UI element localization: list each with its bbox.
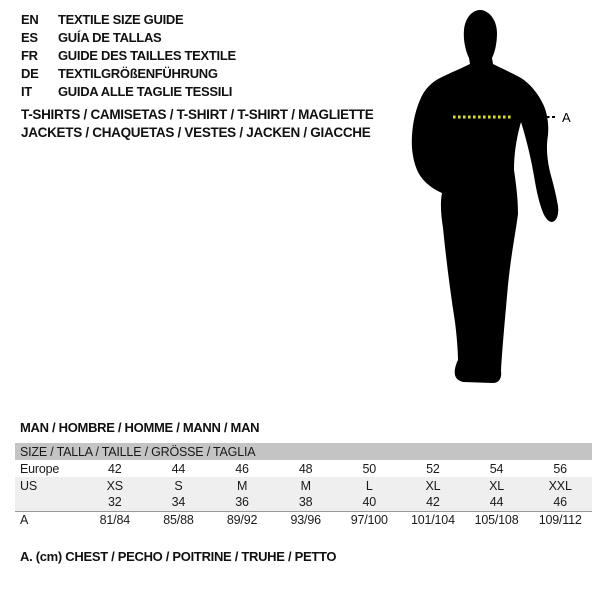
language-row-es: [21, 29, 236, 47]
language-title: GUIDE DES TAILLES TEXTILE: [58, 48, 236, 63]
table-cell: 93/96: [274, 511, 338, 528]
row-label: US: [20, 478, 37, 493]
row-label: A: [15, 511, 83, 528]
row-label: Europe: [20, 461, 60, 476]
language-code: EN: [21, 12, 39, 27]
table-cell: 46: [553, 495, 567, 510]
table-cell: 97/100: [338, 511, 402, 528]
size-table: [15, 443, 592, 528]
language-row-it: [21, 83, 236, 101]
table-cell: 56: [553, 461, 567, 476]
man-silhouette-figure: [400, 0, 600, 400]
table-cell: 50: [362, 461, 377, 476]
size-table-header-row: [15, 443, 592, 460]
row-label: [15, 494, 83, 511]
table-cell: 109/112: [528, 511, 592, 528]
table-cell: 44: [171, 461, 186, 476]
man-silhouette-svg: [400, 0, 600, 400]
table-cell: XL: [425, 478, 441, 493]
section-title-man: MAN / HOMBRE / HOMME / MANN / MAN: [20, 420, 260, 435]
language-title: GUIDA ALLE TAGLIE TESSILI: [58, 84, 233, 99]
table-cell: S: [174, 478, 183, 493]
man-silhouette-shape: [412, 10, 558, 383]
table-cell: XS: [106, 478, 123, 493]
table-cell: 81/84: [83, 511, 147, 528]
category-tshirts: T-SHIRTS / CAMISETAS / T-SHIRT / T-SHIRT / MAGLIETTE: [21, 107, 374, 122]
table-cell: 48: [298, 461, 313, 476]
table-cell: 34: [171, 495, 186, 510]
table-cell: XL: [489, 478, 504, 493]
table-cell: M: [300, 478, 311, 493]
table-cell: L: [365, 478, 373, 493]
table-cell: M: [236, 478, 248, 493]
language-code: DE: [21, 66, 39, 81]
measure-label-a: A: [562, 110, 571, 125]
table-cell: 36: [235, 495, 249, 510]
table-cell: 89/92: [210, 511, 274, 528]
table-cell: 105/108: [465, 511, 529, 528]
language-title-block: [21, 11, 236, 101]
table-cell: 52: [426, 461, 440, 476]
measurement-footnote: A. (cm) CHEST / PECHO / POITRINE / TRUHE / PETTO: [20, 549, 337, 564]
table-row-europe: [15, 460, 592, 477]
table-row-chest: [15, 511, 592, 528]
language-title: TEXTILGRÖßENFÜHRUNG: [58, 66, 218, 81]
language-row-fr: [21, 47, 236, 65]
language-row-de: [21, 65, 236, 83]
table-cell: 46: [235, 461, 249, 476]
table-cell: 44: [489, 495, 504, 510]
table-cell: 42: [426, 495, 440, 510]
size-table-header: SIZE / TALLA / TAILLE / GRÖSSE / TAGLIA: [15, 443, 592, 460]
language-title: GUÍA DE TALLAS: [58, 30, 162, 45]
table-cell: 85/88: [147, 511, 211, 528]
language-title: TEXTILE SIZE GUIDE: [58, 12, 184, 27]
table-cell: 54: [489, 461, 504, 476]
table-cell: 42: [108, 461, 122, 476]
language-code: IT: [21, 84, 32, 99]
table-cell: 38: [298, 495, 313, 510]
table-cell: 101/104: [401, 511, 465, 528]
category-jackets: JACKETS / CHAQUETAS / VESTES / JACKEN / GIACCHE: [21, 125, 371, 140]
language-code: ES: [21, 30, 38, 45]
language-row-en: [21, 11, 236, 29]
table-cell: 40: [362, 495, 377, 510]
table-row-us-numeric: [15, 494, 592, 511]
table-row-us: [15, 477, 592, 494]
garment-categories: [21, 106, 373, 142]
language-code: FR: [21, 48, 38, 63]
table-cell: 32: [108, 495, 122, 510]
table-cell: XXL: [548, 478, 572, 493]
